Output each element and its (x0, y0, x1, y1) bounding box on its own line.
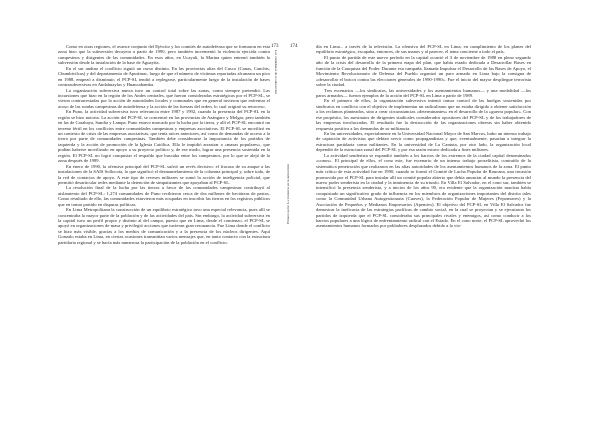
left-paragraph-6: La resolución final de la lucha por las tierras a favor de las comunidades campesinas contribuyó al aislamiento del PCP-SL: 1,274 comunidades de Puno recibieron cerca de dos millones de hectáreas de pastos. Como resultado de ello, las comunidades estuvieron más ocupadas en inscribir las tierras en los registros públicos que en tomar partido en disputas políticas. (58, 185, 270, 207)
left-paragraph-5: En enero de 1990, la ofensiva principal del PCP-SL sufrió un revés decisivo: el fracaso de su ataque a las instalaciones de la SAIS Sollocota, lo que significó el desmantelamiento de la columna principal y, sobre todo, de la red de contactos de apoyo. A este tipo de reveses militares se sumó la acción de inteligencia policial, que permitió desarticular redes mediante la detención de simpatizantes que apoyaban al PCP-SL. (58, 163, 270, 185)
right-paragraph-5: En las universidades, especialmente en la Universidad Nacional Mayor de San Marcos, hubo un intenso trabajo de captación de activistas que debían servir como propagandistas y que, eventualmente, pasarían a integrar la estructura partidaria como militantes. En la universidad de La Cantuta, por otro lado, la organización local dependió de la estructura zonal del PCP-SL y por esa razón estuvo dedicada a fines militares. (316, 131, 531, 153)
left-page (0, 0, 284, 431)
right-page (284, 0, 600, 431)
right-paragraph-2: El punto de partida de este nuevo período en la capital ocurrió el 3 de noviembre de 1988 en pleno segundo año de la crisis del desarrollo de la primera etapa del plan, que había estado dedicada a Desarrollar Bases en función de la Conquista del Poder. Durante esa campaña, llamada Impulsar el Desarrollo de las Bases de Apoyo, el Movimiento Revolucionario de Defensa del Pueblo organizó un paro armado en Lima bajo la consigna de «desarrollar el boicot contra las elecciones generales de 1990-1990». Fue el inicio del mayor despliegue terrorista sobre la ciudad. (316, 54, 531, 88)
left-paragraph-7: En Lima Metropolitana la construcción de un equilibrio estratégico tuvo una especial relevancia, pues allí se concentraba la mayor parte de la población y de las actividades del país. Sin embargo, la actividad subversiva en la capital tuvo un perfil propio y distinto al del campo, puesto que en Lima, desde el comienzo, el PCP-SL se apoyó en organizaciones de masa y privilegió acciones que tuvieran gran resonancia. Fue Lima donde el conflicto se hizo más visible, gracias a los medios de comunicación y a la presencia de los núcleos dirigentes. Aquí Gonzalo estaba en Lima, en ciertas ocasiones transmitían varios mensajes que, en tanto contacto con la estructura partidaria regional y se hacía más numerosa la participación de la población en el conflicto. (58, 207, 270, 245)
left-paragraph-1: Como en otras regiones, el avance conjunto del Ejército y los comités de autodefensa que se formaron en esta zona hizo que la subversión decayera a partir de 1990, pero también incrementó la violencia ejercida contra campesinos y dirigentes de las comunidades. En esos años, en Ucayali, la Marina quien entrenó también la subversión desde la instalación de la base de Aguaytía. (58, 44, 270, 66)
right-running-head: Primera parte: La violencia en la subversión (286, 164, 290, 224)
right-page-number: 174 (290, 44, 298, 49)
right-paragraph-1: día en Lima... a través de la televisión. La ofensiva del PCP-SL en Lima, en cumplimiento de los planes del equilibrio estratégico, escapaba, entonces, de sus manos y al parecer, el tema concierne a todo el país. (316, 44, 531, 55)
left-running-head: Los ciudadanos de la subversión (274, 50, 278, 95)
left-paragraph-2: En el sur andino el conflicto siguió un curso distinto. En las provincias altas del Cusco (Canas, Canchis, Chumbivilcas) y del departamento de Apurímac, luego de que el número de víctimas reportadas alcanzara un pico en 1988, empezó a disminuir; el PCP-SL tendió a replegarse, particularmente luego de la instalación de bases contrasubversivas en Andahuaylas y Huancabamba. (58, 65, 270, 88)
right-paragraph-6: La actividad senderista se expandió también a los barrios de los extremos de la ciudad capital denominados «conos». El principal de ellos, el cono este, fue escenario de un intenso trabajo proselitista, contraído de la sistemática penetración que realizaron en las altas autoridades de los asentamientos humanos de la zona. El punto más crítico de esta actividad fue en 1990, cuando se formó el Comité de Lucha Popular de Raucana, una invasión promovida por el PCP-SL para instalar allí un comité popular abierto que debía anunciar al mundo la presencia del nuevo poder senderista en la ciudad y la inminencia de su triunfo. En Villa El Salvador, en el cono sur, también se intensificó la presencia senderista, y a inicios de los años 90, era evidente que la organización maoísta había conquistado un significativo grado de influencia en los miembros de organizaciones importantes del distrito tales como la Comunidad Urbana Autogestionaria (Cuaves), la Federación Popular de Mujeres (Fepomuves) y la Asociación de Pequeños y Medianos Empresarios (Apemivs). El objetivo del PCP-SL en Villa El Salvador fue demostrar la ineficacia de las estrategias pacíficas de cambio social, en la cual se proyectan y se ejecutaron los partidos de izquierda que el PCP-SL consideraba sus principales rivales y enemigos, así como conducir a los barrios populares a una lógica de enfrentamiento radical con el Estado. En el cono norte, el PCP-SL aprovechó los asentamientos humanos formados por pobladores desplazados debido a la vio- (316, 152, 531, 229)
right-paragraph-3: Tres escenarios —los sindicatos, las universidades y los asentamientos humanos— y una modalidad —los paros armados— fueron ejemplos de la acción del PCP-SL en Lima a partir de 1989. (316, 87, 531, 98)
right-text-column (316, 44, 531, 229)
left-paragraph-4: En Puno, la actividad subversiva tuvo relevancia entre 1987 y 1992, cuando la presencia del PCP-SL en la región se hizo notoria. La acción del PCP-SL se concentró en las provincias de Azángaro y Melgar, pero también en las de Carabaya, Sandia y Lampa. Puno estuvo marcado por la lucha por la tierra, y allí el PCP-SL encontró un terreno fértil en los conflictos entre comunidades campesinas y empresas asociativas. El PCP-SL se movilizó en un contexto de crisis de las empresas asociativas, que tenía raíces anteriores, así como de demandas de acceso a la tierra por parte de comunidades campesinas. También debe considerarse la importancia de los partidos de izquierda y la acción de promoción de la Iglesia Católica. Ello le impidió arrastrar a «masas populares», que podían haberse movilizado en apoyo a su proyecto político y, de ese modo, lograr una presencia sostenida en la región. El PCP-SL no logró conquistar el respaldo que buscaba entre los campesinos, por lo que se alejó de la zona después de 1989. (58, 109, 270, 164)
left-paragraph-3: La organización subversiva nunca tuvo un control total sobre las zonas, como siempre pretendió. Las incursiones que hizo en la región de los Andes centrales, que fueron consideradas estratégicas por el PCP-SL, se vieron contrarrestadas por la acción de autoridades locales y comunales que en general tuvieron que enfrentar el acoso de las rondas campesinas de autodefensa y la acción de las fuerzas del orden, lo cual originó su retroceso. (58, 87, 270, 109)
left-page-number: 173 (271, 44, 279, 49)
right-paragraph-4: En el primero de ellos, la organización subversiva intentó tomar control de las huelgas sostenidas por sindicatos en conflicto con el objetivo de implementar un radicalismo que no estaba dirigido a obtener satisfacción a los reclamos planteados, sino a crear circunstancias «determinantes» en el desarrollo de la «guerra popular». Con ese propósito, los asesinatos de dirigentes sindicales considerados opositores del PCP-SL y de los trabajadores de las empresas involucradas. El resultado fue la destrucción de las organizaciones obreras sin haber obtenido respuesta positiva a los demandas de su militancia. (316, 98, 531, 131)
left-text-column (58, 44, 270, 245)
